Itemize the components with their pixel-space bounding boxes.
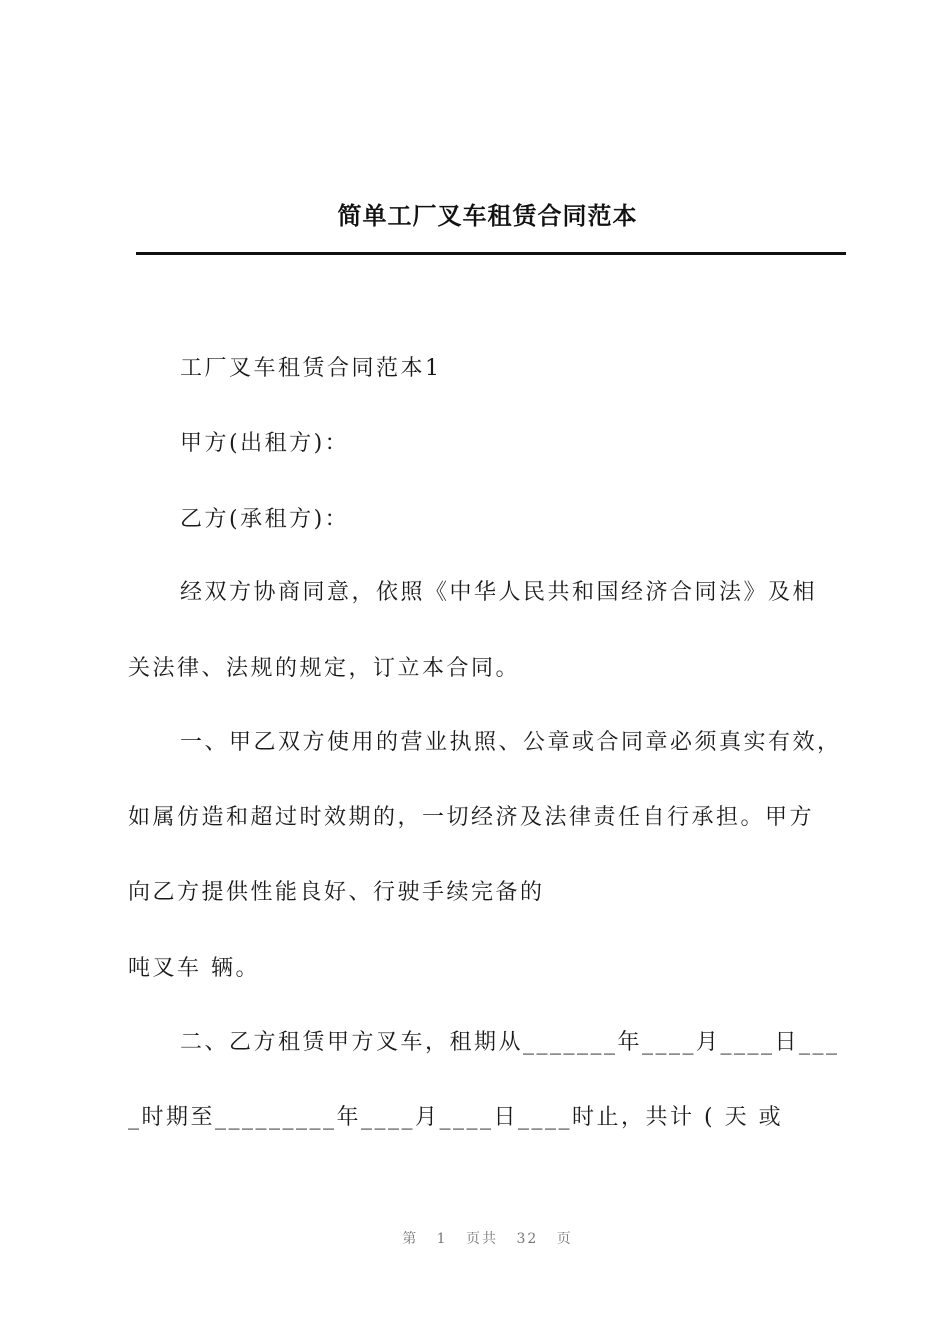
page-number: 1 (436, 1231, 448, 1247)
party-b-line: 乙方(承租方)： (180, 507, 350, 532)
title-underline (136, 252, 846, 255)
page-footer (0, 1228, 950, 1248)
clause-2-line: 二、乙方租赁甲方叉车，租期从_______年____月____日___ (180, 1030, 840, 1055)
party-a-line: 甲方(出租方)： (180, 431, 350, 456)
page-middle: 页共 (466, 1231, 499, 1247)
body-line: 经双方协商同意，依照《中华人民共和国经济合同法》及相 (180, 580, 818, 605)
page-prefix: 第 (402, 1231, 419, 1247)
section-heading: 工厂叉车租赁合同范本1 (180, 356, 442, 381)
body-line: 向乙方提供性能良好、行驶手续完备的 (128, 880, 545, 905)
clause-1-line: 一、甲乙双方使用的营业执照、公章或合同章必须真实有效， (180, 730, 842, 755)
body-line: 如属仿造和超过时效期的，一切经济及法律责任自行承担。甲方 (128, 805, 815, 830)
body-line: _时期至_________年____月____日____时止，共计 ( 天 或 (128, 1105, 784, 1130)
total-pages: 32 (516, 1231, 539, 1247)
page-suffix: 页 (556, 1231, 573, 1247)
body-line: 吨叉车 辆。 (128, 956, 260, 981)
body-line: 关法律、法规的规定，订立本合同。 (128, 656, 521, 681)
document-title: 简单工厂叉车租赁合同范本 (337, 202, 638, 230)
